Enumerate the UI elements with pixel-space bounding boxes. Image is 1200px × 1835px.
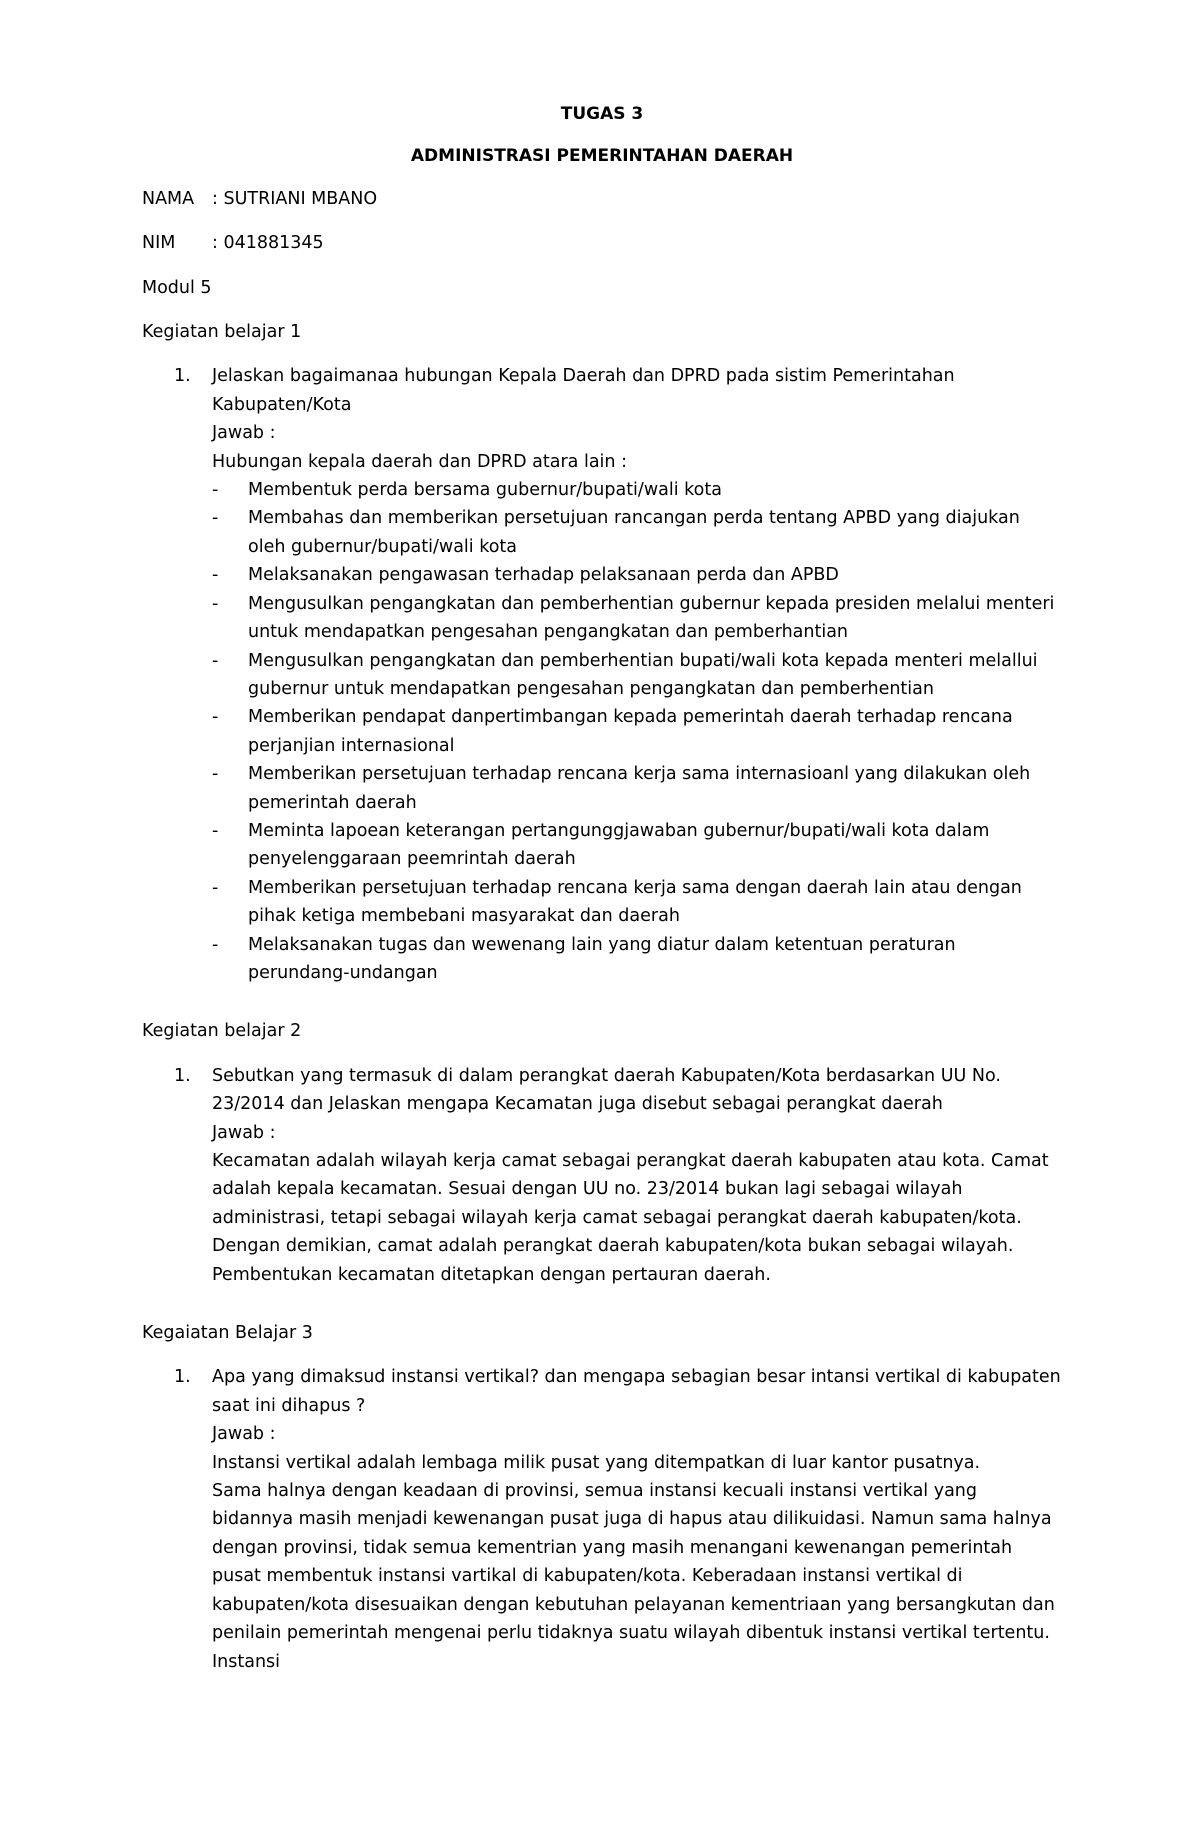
answer-label: Jawab :: [212, 1424, 276, 1445]
question-number: 1.: [174, 366, 191, 387]
list-item: [212, 590, 1062, 647]
dash-bullet: -: [212, 565, 219, 586]
list-item: [212, 760, 1062, 817]
question-block-1: [142, 362, 1062, 987]
dash-bullet: -: [212, 480, 219, 501]
name-row: [142, 185, 1062, 213]
list-item-text: Memberikan persetujuan terhadap rencana kerja sama dengan daerah lain atau dengan pihak ketiga membebani masyarakat dan daerah: [248, 877, 1022, 927]
list-item-text: Melaksanakan pengawasan terhadap pelaksanaan perda dan APBD: [248, 565, 839, 586]
question-text: Apa yang dimaksud instansi vertikal? dan mengapa sebagian besar intansi vertikal di kabupaten saat ini dihapus ?: [212, 1367, 1061, 1416]
name-value: : SUTRIANI MBANO: [212, 188, 378, 209]
section-spacer: [142, 987, 1062, 1017]
answer-label: Jawab :: [212, 1122, 276, 1143]
dash-bullet: -: [212, 934, 219, 955]
question-text: Jelaskan bagaimanaa hubungan Kepala Daerah dan DPRD pada sistim Pemerintahan Kabupaten/Kota: [212, 366, 955, 415]
question-number: 1.: [174, 1367, 191, 1388]
answer-label: Jawab :: [212, 423, 276, 444]
answer-text-line2: Sama halnya dengan keadaan di provinsi, semua instansi kecuali instansi vertikal yang bidannya masih menjadi kewenangan pusat juga di hapus atau dilikuidasi. Namun sama halnya dengan provinsi, tidak semua kementrian yang masih menangani kewenangan pemerintah pusat membentuk instansi vartikal di kabupaten/kota. Keberadaan instansi vertikal di kabupaten/kota disesuaikan dengan kebutuhan pelayanan kementriaan yang bersangkutan dan penilain pemerintah mengenai perlu tidaknya suatu wilayah dibentuk instansi vertikal tertentu. Instansi: [212, 1481, 1055, 1672]
dash-bullet: -: [212, 650, 219, 671]
list-item-text: Meminta lapoean keterangan pertangunggjawaban gubernur/bupati/wali kota dalam penyelenggaraan peemrintah daerah: [248, 820, 990, 870]
list-item: [212, 476, 1062, 504]
list-item: [212, 874, 1062, 931]
list-item: [212, 504, 1062, 561]
section-heading-3: Kegaiatan Belajar 3: [142, 1323, 313, 1344]
nim-value: : 041881345: [212, 233, 324, 254]
dash-bullet: -: [212, 508, 219, 529]
answer-text-line1: Instansi vertikal adalah lembaga milik pusat yang ditempatkan di luar kantor pusatnya.: [212, 1452, 981, 1473]
list-item-text: Mengusulkan pengangkatan dan pemberhentian gubernur kepada presiden melalui menteri untuk mendapatkan pengesahan pengangkatan dan pemberhantian: [248, 593, 1055, 643]
question-block-2: [142, 1062, 1062, 1289]
list-item: [212, 931, 1062, 988]
dash-bullet: -: [212, 820, 219, 841]
list-item: [212, 817, 1062, 874]
list-item-text: Memberikan persetujuan terhadap rencana kerja sama internasioanl yang dilakukan oleh pemerintah daerah: [248, 764, 1031, 813]
answer-list: [212, 476, 1062, 987]
section-heading-2: Kegiatan belajar 2: [142, 1021, 302, 1042]
dash-bullet: -: [212, 764, 219, 785]
list-item: [212, 647, 1062, 704]
module-label: Modul 5: [142, 277, 212, 298]
list-item-text: Membentuk perda bersama gubernur/bupati/wali kota: [248, 480, 722, 501]
dash-bullet: -: [212, 593, 219, 614]
list-item: [212, 561, 1062, 589]
nim-label: NIM: [142, 233, 176, 254]
section-heading-1: Kegiatan belajar 1: [142, 322, 302, 343]
list-item-text: Melaksanakan tugas dan wewenang lain yang diatur dalam ketentuan peraturan perundang-undangan: [248, 934, 956, 983]
list-item: [212, 703, 1062, 760]
answer-text: Kecamatan adalah wilayah kerja camat sebagai perangkat daerah kabupaten atau kota. Camat adalah kepala kecamatan. Sesuai dengan UU no. 23/2014 bukan lagi sebagai wilayah administrasi, tetapi sebagai wilayah kerja camat sebagai perangkat daerah kabupaten/kota. Dengan demikian, camat adalah perangkat daerah kabupaten/kota bukan sebagai wilayah. Pembentukan kecamatan ditetapkan dengan pertauran daerah.: [212, 1151, 1049, 1285]
dash-bullet: -: [212, 707, 219, 728]
dash-bullet: -: [212, 877, 219, 898]
question-text: Sebutkan yang termasuk di dalam perangkat daerah Kabupaten/Kota berdasarkan UU No. 23/2014 dan Jelaskan mengapa Kecamatan juga disebut sebagai perangkat daerah: [212, 1065, 1001, 1115]
question-number: 1.: [174, 1065, 191, 1086]
name-label: NAMA: [142, 188, 195, 209]
list-item-text: Membahas dan memberikan persetujuan rancangan perda tentang APBD yang diajukan oleh gubernur/bupati/wali kota: [248, 508, 1020, 557]
list-item-text: Memberikan pendapat danpertimbangan kepada pemerintah daerah terhadap rencana perjanjian internasional: [248, 707, 1013, 756]
section-spacer: [142, 1289, 1062, 1319]
document-subtitle: ADMINISTRASI PEMERINTAHAN DAERAH: [410, 146, 794, 167]
document-title: TUGAS 3: [560, 104, 644, 124]
list-item-text: Mengusulkan pengangkatan dan pemberhentian bupati/wali kota kepada menteri melallui gubernur untuk mendapatkan pengesahan pengangkatan dan pemberhentian: [248, 650, 1038, 699]
question-block-3: [142, 1363, 1062, 1675]
nim-row: [142, 229, 1062, 257]
document-content: [142, 100, 1062, 1676]
answer-intro: Hubungan kepala daerah dan DPRD atara lain :: [212, 451, 627, 472]
